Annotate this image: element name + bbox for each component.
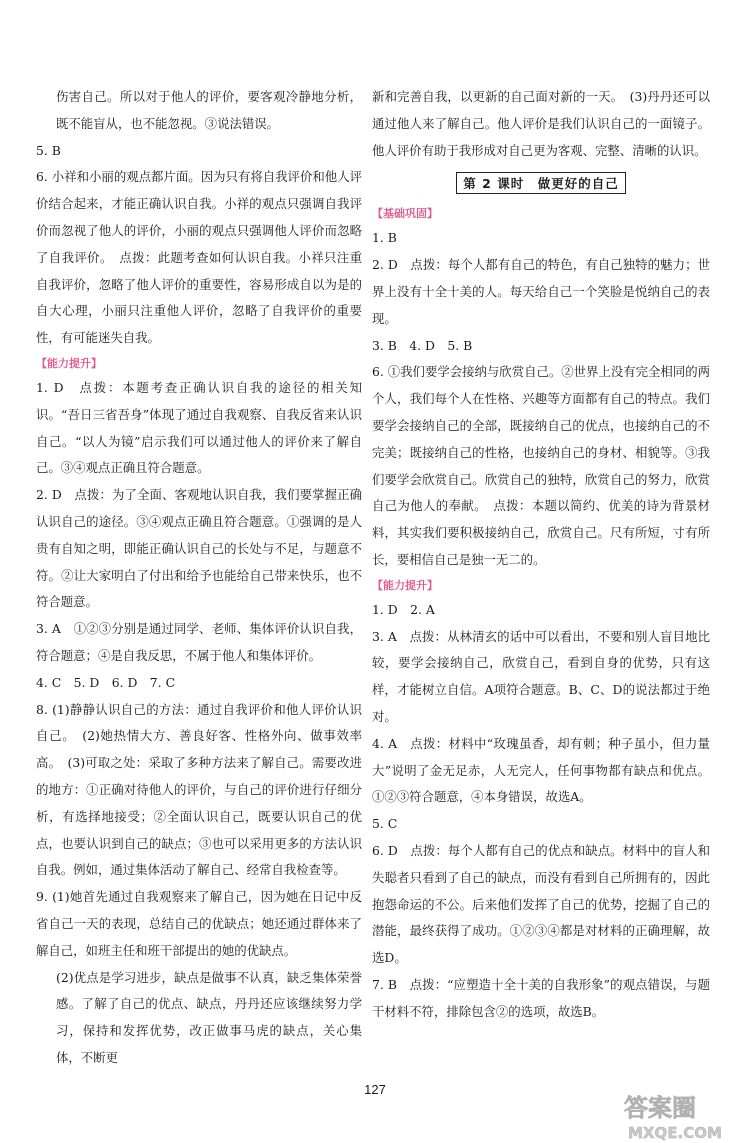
- section-header-ability: 【能力提升】: [36, 356, 102, 370]
- lesson-title-wrap: [372, 164, 710, 202]
- answer-q7: 7. B 点拨：“应塑造十全十美的自我形象”的观点错误，与题干材料不符，排除包含②的选项，故选B。: [372, 976, 710, 1019]
- answer-q8: 8. (1)静静认识自己的方法：通过自我评价和他人评价认识自己。 (2)她热情大方、善良好客、性格外向、做事效率高。 (3)可取之处：采取了多种方法来了解自己。需要改进的地方：①正确对待他人的评价，与自己的评价进行仔细分析，有选择地接受；②全面认识自己，既要认识自己的优点，也要认识到自己的缺点；③也可以采用更多的方法认识自我。例如，通过集体活动了解自己、经常自我检查等。: [36, 701, 362, 878]
- lesson-title: 第 2 课时 做更好的自己: [456, 172, 625, 194]
- answer-continuation: 伤害自己。所以对于他人的评价，要客观冷静地分析，既不能盲从，也不能忽视。③说法错误。: [56, 89, 362, 131]
- answer-q5: 5. C: [372, 816, 398, 832]
- answer-continuation: 新和完善自我，以更新的自己面对新的一天。 (3)丹丹还可以通过他人来了解自己。他人评价是我们认识自己的一面镜子。他人评价有助于我形成对自己更为客观、完整、清晰的认识。: [372, 89, 710, 158]
- svg-text:MXQE.COM: MXQE.COM: [628, 1124, 722, 1142]
- answer-q1: 1. D 点拨：本题考查正确认识自我的途径的相关知识。“吾日三省吾身”体现了通过自我观察、自我反省来认识自己。“以人为镜”启示我们可以通过他人的评价来了解自己。③④观点正确且符合题意。: [36, 379, 362, 476]
- answer-q9-part2: (2)优点是学习进步，缺点是做事不认真，缺乏集体荣誉感。了解了自己的优点、缺点，丹丹还应该继续努力学习，保持和发挥优势，改正做事马虎的缺点，关心集体，不断更: [56, 969, 362, 1065]
- answer-q6: 6. ①我们要学会接纳与欣赏自己。②世界上没有完全相同的两个人，我们每个人在性格、兴趣等方面都有自己的特点。我们要学会接纳自己的全部，既接纳自己的优点，也接纳自己的不完美；既接纳自己的性格，也接纳自己的身材、相貌等。③我们要学会欣赏自己。欣赏自己的独特，欣赏自己的努力，欣赏自己为他人的奉献。 点拨：本题以简约、优美的诗为背景材料，其实我们要积极接纳自己，欣赏自己。尺有所短，寸有所长，要相信自己是独一无二的。: [372, 364, 710, 567]
- answer-q4: 4. A 点拨：材料中“玫瑰虽香，却有刺；种子虽小，但力量大”说明了金无足赤，人无完人，任何事物都有缺点和优点。①②③符合题意，④本身错误，故选A。: [372, 735, 710, 805]
- answer-q2: 2. D 点拨：每个人都有自己的特色，有自己独特的魅力；世界上没有十全十美的人。每天给自己一个笑脸是悦纳自己的表现。: [372, 257, 710, 326]
- page-number: 127: [364, 1082, 386, 1097]
- svg-text:答案圈: 答案圈: [624, 1094, 696, 1122]
- answer-q6: 6. 小祥和小丽的观点都片面。因为只有将自我评价和他人评价结合起来，才能正确认识自我。小祥的观点只强调自我评价而忽视了他人的评价，小丽的观点只强调他人评价而忽略了自我评价。 点拨：此题考查如何认识自我。小祥只注重自我评价，忽略了他人评价的重要性，容易形成自以为是的自大心理，小丽只注重他人评价，忽略了自我评价的重要性，有可能迷失自我。: [36, 169, 362, 346]
- right-column: [372, 84, 710, 1026]
- answer-q9-part1: 9. (1)她首先通过自我观察来了解自己，因为她在日记中反省自己一天的表现，总结自己的优缺点；她还通过群体来了解自己，如班主任和班干部提出的她的优缺点。: [36, 889, 362, 958]
- answer-q3: 3. A 点拨：从林清玄的话中可以看出，不要和别人盲目地比较，要学会接纳自己，欣赏自己，看到自身的优势，只有这样，才能树立自信。A项符合题意。B、C、D的说法都过于绝对。: [372, 628, 710, 724]
- left-column: [36, 84, 362, 1072]
- answer-q3-5: 3. B 4. D 5. B: [372, 337, 473, 353]
- answer-q6: 6. D 点拨：每个人都有自己的优点和缺点。材料中的盲人和失聪者只看到了自己的缺点，而没有看到自己所拥有的，因此抱怨命运的不公。后来他们发挥了自己的优势，挖掘了自己的潜能，最终获得了成功。①②③④都是对材料的正确理解，故选D。: [372, 842, 710, 966]
- answer-q4-7: 4. C 5. D 6. D 7. C: [36, 674, 176, 690]
- watermark-logo: [620, 1088, 748, 1143]
- answer-q3: 3. A ①②③分别是通过同学、老师、集体评价认识自我，符合题意；④是自我反思，不属于他人和集体评价。: [36, 621, 362, 663]
- section-header-basic: 【基础巩固】: [372, 207, 438, 221]
- section-header-ability: 【能力提升】: [372, 578, 438, 592]
- answer-q1: 1. B: [372, 230, 397, 246]
- answer-q2: 2. D 点拨：为了全面、客观地认识自我，我们要掌握正确认识自己的途径。③④观点正确且符合题意。①强调的是人贵有自知之明，即能正确认识自己的长处与不足，与题意不符。②让大家明白了付出和给予也能给自己带来快乐，也不符合题意。: [36, 487, 362, 610]
- answer-q5: 5. B: [36, 142, 61, 158]
- answer-q1-2: 1. D 2. A: [372, 601, 435, 617]
